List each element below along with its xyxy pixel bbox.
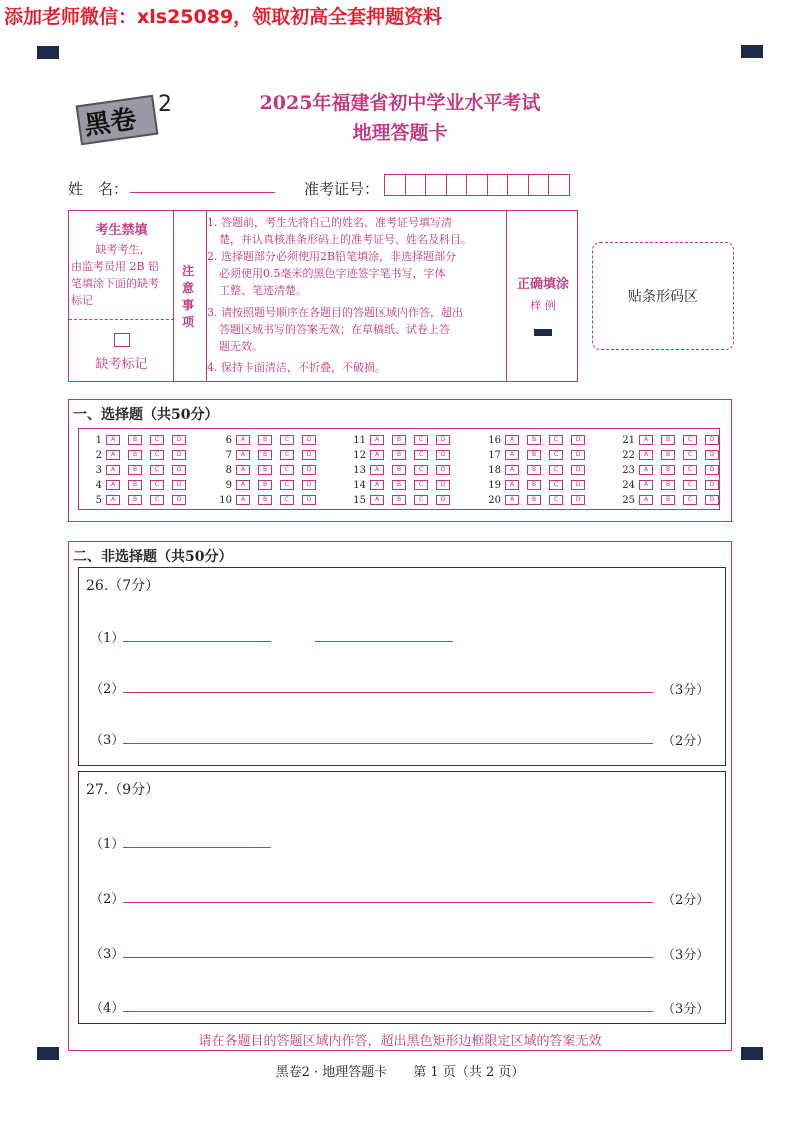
mc-question-number: 22 <box>622 449 635 461</box>
mc-option-d[interactable]: D <box>705 495 719 505</box>
mc-question-20 <box>485 493 593 507</box>
absent-title: 考生禁填 <box>95 223 148 238</box>
mc-question-number: 24 <box>622 479 635 491</box>
mc-question-number: 19 <box>488 479 501 491</box>
mc-option-a[interactable]: A <box>370 480 384 490</box>
mc-option-c[interactable]: C <box>683 480 697 490</box>
mc-option-b[interactable]: B <box>258 450 272 460</box>
exam-title: 2025年福建省初中学业水平考试 <box>259 92 541 114</box>
notice-panel <box>68 210 578 382</box>
mc-option-a[interactable]: A <box>639 495 653 505</box>
mc-option-d[interactable]: D <box>302 450 316 460</box>
mc-question-19 <box>485 478 593 492</box>
notice-item-2c: 工整、笔迹清楚。 <box>219 284 307 297</box>
mc-option-c[interactable]: C <box>414 435 428 445</box>
mc-option-b[interactable]: B <box>527 480 541 490</box>
barcode-area <box>592 242 734 350</box>
mc-question-number: 10 <box>219 494 232 506</box>
registration-mark-top-left <box>37 46 59 59</box>
mc-option-c[interactable]: C <box>280 465 294 475</box>
mc-question-number: 12 <box>353 449 366 461</box>
mc-option-a[interactable]: A <box>505 465 519 475</box>
mc-option-d[interactable]: D <box>302 495 316 505</box>
mc-option-c[interactable]: C <box>414 450 428 460</box>
mc-question-number: 21 <box>622 434 635 446</box>
mc-question-8 <box>216 463 324 477</box>
notice-item-1a: 1. 答题前，考生先将自己的姓名、准考证号填写清 <box>207 216 452 229</box>
mc-option-a[interactable]: A <box>505 435 519 445</box>
q27-part2-label: （2） <box>90 892 125 907</box>
barcode-label: 贴条形码区 <box>628 289 698 305</box>
mc-question-15 <box>350 493 458 507</box>
mc-question-number: 20 <box>488 494 501 506</box>
mc-option-b[interactable]: B <box>527 450 541 460</box>
mc-option-d[interactable]: D <box>172 450 186 460</box>
q27-part3-line[interactable] <box>123 956 653 958</box>
mc-question-11 <box>350 433 458 447</box>
mc-option-d[interactable]: D <box>172 495 186 505</box>
mc-option-b[interactable]: B <box>392 465 406 475</box>
mc-option-a[interactable]: A <box>639 435 653 445</box>
mc-question-number: 6 <box>225 434 232 446</box>
mc-question-number: 23 <box>622 464 635 476</box>
page-footer: 黑卷2 · 地理答题卡 第 1 页（共 2 页） <box>275 1065 525 1080</box>
nonmc-title: 二、非选择题（共50分） <box>73 549 233 565</box>
logo-number: 2 <box>158 92 172 117</box>
mc-option-b[interactable]: B <box>128 465 142 475</box>
mc-option-b[interactable]: B <box>128 435 142 445</box>
mc-question-5 <box>86 493 194 507</box>
absent-desc-3: 笔填涂下面的缺考 <box>71 277 159 290</box>
mc-option-a[interactable]: A <box>106 465 120 475</box>
mc-option-c[interactable]: C <box>549 450 563 460</box>
mc-option-b[interactable]: B <box>661 480 675 490</box>
mc-question-number: 5 <box>95 494 102 506</box>
question-27-head: 27.（9分） <box>86 782 160 798</box>
mc-option-b[interactable]: B <box>128 480 142 490</box>
q27-part4-label: （4） <box>90 1001 125 1016</box>
mc-question-22 <box>619 448 727 462</box>
absent-mark-label: 缺考标记 <box>95 357 148 372</box>
mc-option-d[interactable]: D <box>436 435 450 445</box>
q26-part2-line[interactable] <box>123 691 653 693</box>
mc-option-c[interactable]: C <box>150 450 164 460</box>
mc-option-c[interactable]: C <box>150 435 164 445</box>
mc-option-a[interactable]: A <box>106 450 120 460</box>
mc-option-d[interactable]: D <box>172 435 186 445</box>
q27-part3-score: （3分） <box>662 948 710 963</box>
mc-question-14 <box>350 478 458 492</box>
mc-question-number: 11 <box>353 434 366 446</box>
mc-question-25 <box>619 493 727 507</box>
mc-option-c[interactable]: C <box>150 495 164 505</box>
mc-option-a[interactable]: A <box>236 480 250 490</box>
mc-question-2 <box>86 448 194 462</box>
absent-mark-checkbox[interactable] <box>114 333 130 347</box>
mc-question-number: 1 <box>95 434 102 446</box>
mc-title: 一、选择题（共50分） <box>73 407 219 423</box>
mc-option-c[interactable]: C <box>414 495 428 505</box>
mc-option-b[interactable]: B <box>661 450 675 460</box>
mc-option-d[interactable]: D <box>705 480 719 490</box>
absent-desc-2: 由监考员用 2B 铅 <box>71 260 160 273</box>
registration-mark-top-right <box>741 45 763 58</box>
mc-option-c[interactable]: C <box>549 480 563 490</box>
mc-question-7 <box>216 448 324 462</box>
logo-text: 黑卷 <box>82 104 139 142</box>
exam-id-boxes[interactable] <box>384 174 569 196</box>
mc-option-b[interactable]: B <box>258 495 272 505</box>
mc-option-a[interactable]: A <box>505 450 519 460</box>
mc-option-b[interactable]: B <box>527 495 541 505</box>
notice-item-3c: 题无效。 <box>219 340 263 353</box>
question-26-head: 26.（7分） <box>86 578 160 594</box>
mc-option-b[interactable]: B <box>661 435 675 445</box>
mc-option-c[interactable]: C <box>414 480 428 490</box>
q27-part1-label: （1） <box>90 837 125 852</box>
mc-question-6 <box>216 433 324 447</box>
q27-part2-line[interactable] <box>123 901 653 903</box>
mc-option-c[interactable]: C <box>150 465 164 475</box>
mc-option-b[interactable]: B <box>128 495 142 505</box>
mc-option-d[interactable]: D <box>172 465 186 475</box>
mc-option-b[interactable]: B <box>392 450 406 460</box>
q26-part1-label: （1） <box>90 631 125 646</box>
q27-part4-line[interactable] <box>123 1010 653 1012</box>
notice-item-3b: 答题区域书写的答案无效；在草稿纸、试卷上答 <box>219 323 450 336</box>
notice-item-3a: 3. 请按照题号顺序在各题目的答题区域内作答，超出 <box>207 306 463 319</box>
mc-question-number: 15 <box>353 494 366 506</box>
mc-option-c[interactable]: C <box>414 465 428 475</box>
mc-option-c[interactable]: C <box>280 480 294 490</box>
mc-option-a[interactable]: A <box>236 450 250 460</box>
mc-question-23 <box>619 463 727 477</box>
mc-question-number: 14 <box>353 479 366 491</box>
mc-option-a[interactable]: A <box>370 450 384 460</box>
mc-question-3 <box>86 463 194 477</box>
q26-part2-score: （3分） <box>662 683 710 698</box>
q27-part1-line[interactable] <box>123 846 271 848</box>
mc-option-d[interactable]: D <box>705 450 719 460</box>
mc-option-d[interactable]: D <box>705 465 719 475</box>
mc-question-number: 17 <box>488 449 501 461</box>
mc-option-d[interactable]: D <box>571 495 585 505</box>
sample-title: 正确填涂 <box>516 277 569 292</box>
mc-question-13 <box>350 463 458 477</box>
mc-question-12 <box>350 448 458 462</box>
mc-option-c[interactable]: C <box>549 465 563 475</box>
mc-option-b[interactable]: B <box>392 435 406 445</box>
notice-item-1b: 楚，并认真核准条形码上的准考证号、姓名及科目。 <box>219 233 472 246</box>
watermark-text: 添加老师微信：xls25089，领取初高全套押题资料 <box>4 6 443 28</box>
mc-question-number: 8 <box>225 464 232 476</box>
mc-option-d[interactable]: D <box>172 480 186 490</box>
mc-option-a[interactable]: A <box>106 435 120 445</box>
mc-option-a[interactable]: A <box>505 495 519 505</box>
mc-option-b[interactable]: B <box>392 480 406 490</box>
mc-option-a[interactable]: A <box>639 480 653 490</box>
mc-option-a[interactable]: A <box>639 465 653 475</box>
q26-part3-line[interactable] <box>123 742 653 744</box>
mc-option-a[interactable]: A <box>236 435 250 445</box>
mc-option-d[interactable]: D <box>705 435 719 445</box>
mc-option-c[interactable]: C <box>683 450 697 460</box>
mc-question-1 <box>86 433 194 447</box>
mc-question-number: 13 <box>353 464 366 476</box>
mc-option-a[interactable]: A <box>505 480 519 490</box>
mc-option-a[interactable]: A <box>370 435 384 445</box>
sample-subtitle: 样 例 <box>530 299 556 312</box>
mc-option-c[interactable]: C <box>549 495 563 505</box>
mc-option-a[interactable]: A <box>370 495 384 505</box>
mc-question-number: 9 <box>225 479 232 491</box>
mc-question-number: 16 <box>488 434 501 446</box>
card-title: 地理答题卡 <box>352 122 448 144</box>
mc-question-16 <box>485 433 593 447</box>
question-27-box <box>78 771 726 1024</box>
mc-option-b[interactable]: B <box>258 480 272 490</box>
q26-part3-label: （3） <box>90 733 125 748</box>
mc-option-d[interactable]: D <box>571 465 585 475</box>
mc-option-d[interactable]: D <box>571 480 585 490</box>
mc-question-number: 2 <box>95 449 102 461</box>
id-label: 准考证号： <box>304 180 380 198</box>
mc-option-b[interactable]: B <box>258 465 272 475</box>
mc-question-number: 25 <box>622 494 635 506</box>
mc-option-d[interactable]: D <box>436 495 450 505</box>
mc-question-17 <box>485 448 593 462</box>
mc-option-d[interactable]: D <box>436 480 450 490</box>
mc-option-d[interactable]: D <box>571 435 585 445</box>
question-26-box <box>78 567 726 766</box>
name-field[interactable] <box>130 175 275 193</box>
absent-desc-4: 标记 <box>71 294 93 307</box>
mc-option-c[interactable]: C <box>150 480 164 490</box>
mc-option-c[interactable]: C <box>280 450 294 460</box>
notice-side-label: 注意事项 <box>182 264 195 329</box>
mc-option-b[interactable]: B <box>258 435 272 445</box>
mc-question-number: 18 <box>488 464 501 476</box>
mc-option-b[interactable]: B <box>128 450 142 460</box>
mc-option-d[interactable]: D <box>302 465 316 475</box>
mc-question-9 <box>216 478 324 492</box>
mc-option-c[interactable]: C <box>280 495 294 505</box>
q27-part2-score: （2分） <box>662 893 710 908</box>
q26-part3-score: （2分） <box>662 734 710 749</box>
notice-item-4: 4. 保持卡面清洁，不折叠，不破损。 <box>207 361 386 374</box>
notice-item-2a: 2. 选择题部分必须使用2B铅笔填涂，非选择题部分 <box>207 250 457 263</box>
mc-question-18 <box>485 463 593 477</box>
mc-question-10 <box>216 493 324 507</box>
mc-question-number: 3 <box>95 464 102 476</box>
mc-option-a[interactable]: A <box>236 465 250 475</box>
q26-part2-label: （2） <box>90 682 125 697</box>
mc-option-b[interactable]: B <box>527 435 541 445</box>
mc-option-c[interactable]: C <box>280 435 294 445</box>
notice-item-2b: 必须使用0.5毫米的黑色字迹签字笔书写，字体 <box>219 267 446 280</box>
mc-option-c[interactable]: C <box>683 435 697 445</box>
mc-question-24 <box>619 478 727 492</box>
mc-option-a[interactable]: A <box>370 465 384 475</box>
q26-part1-line-a[interactable] <box>123 640 271 642</box>
mc-question-21 <box>619 433 727 447</box>
mc-option-d[interactable]: D <box>302 480 316 490</box>
absent-desc-1: 缺考考生， <box>95 243 151 256</box>
mc-option-a[interactable]: A <box>106 495 120 505</box>
sample-filled-mark <box>534 329 552 336</box>
mc-option-b[interactable]: B <box>392 495 406 505</box>
mc-option-a[interactable]: A <box>106 480 120 490</box>
mc-option-d[interactable]: D <box>302 435 316 445</box>
mc-option-b[interactable]: B <box>661 495 675 505</box>
q27-part4-score: （3分） <box>662 1002 710 1017</box>
mc-option-c[interactable]: C <box>549 435 563 445</box>
mc-option-a[interactable]: A <box>236 495 250 505</box>
q27-part3-label: （3） <box>90 947 125 962</box>
q26-part1-line-b[interactable] <box>315 640 453 642</box>
mc-option-a[interactable]: A <box>639 450 653 460</box>
mc-option-c[interactable]: C <box>683 495 697 505</box>
mc-option-d[interactable]: D <box>436 450 450 460</box>
name-label: 姓 名： <box>68 180 129 198</box>
mc-option-d[interactable]: D <box>571 450 585 460</box>
mc-option-d[interactable]: D <box>436 465 450 475</box>
mc-question-number: 7 <box>225 449 232 461</box>
mc-option-b[interactable]: B <box>527 465 541 475</box>
mc-question-4 <box>86 478 194 492</box>
answer-area-warning: 请在各题目的答题区域内作答，超出黑色矩形边框限定区域的答案无效 <box>198 1034 602 1049</box>
mc-option-c[interactable]: C <box>683 465 697 475</box>
mc-question-number: 4 <box>95 479 102 491</box>
mc-option-b[interactable]: B <box>661 465 675 475</box>
